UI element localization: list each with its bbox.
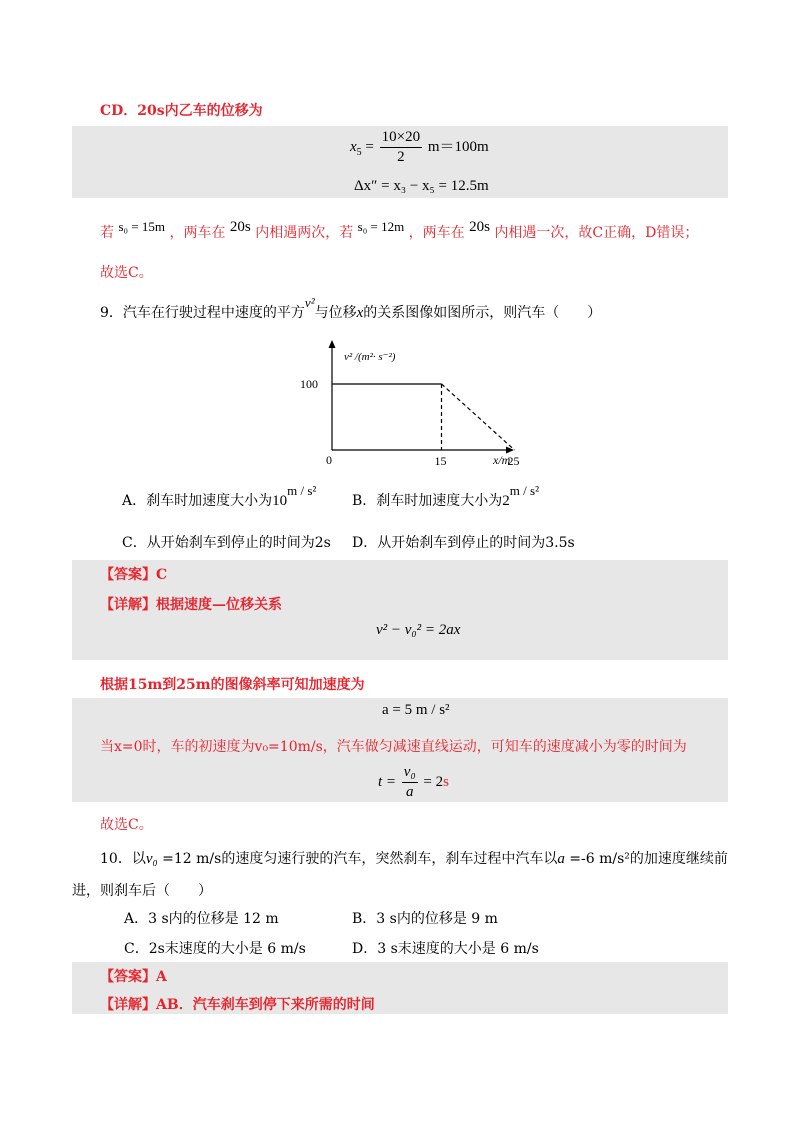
choose-8: 故选C。: [100, 265, 153, 281]
v2-x-chart: [300, 338, 530, 470]
choose-9: 故选C。: [100, 817, 153, 833]
option-10c: C．2s末速度的大小是 6 m/s: [124, 941, 306, 957]
answer-9: 【答案】C: [100, 567, 168, 583]
y-axis-arrow: [329, 340, 336, 348]
cd-heading: CD．20s内乙车的位移为: [100, 103, 263, 119]
option-9a: A．刹车时加速度大小为10m / s²: [122, 483, 317, 509]
origin-label: 0: [326, 453, 332, 467]
x-tick-15: 15: [434, 454, 447, 468]
answer-10: 【答案】A: [100, 969, 167, 985]
y-axis-label: v² /(m²· s⁻²): [344, 351, 396, 363]
equation-delta-x: Δx″ = x₃ − x₅ = 12.5m: [354, 178, 489, 194]
equation-t: t = $\frac{\text{v₀}}{a}$ = 2s: [378, 764, 449, 800]
x-tick-25: 25: [507, 454, 520, 468]
y-tick-100: 100: [300, 377, 318, 391]
option-10b: B．3 s内的位移是 9 m: [352, 911, 498, 927]
question-10-stem: 10．以v₀ =12 m/s的速度匀速行驶的汽车，突然刹车，刹车过程中汽车以a =-6 m/s²的加速度继续前: [100, 851, 728, 867]
question-10-stem-cont: 进，则刹车后（ ）: [72, 883, 212, 899]
question-9-stem: 9．汽车在行驶过程中速度的平方v²与位移x的关系图像如图所示，则汽车（ ）: [100, 295, 602, 321]
option-10a: A．3 s内的位移是 12 m: [124, 911, 279, 927]
option-9d: D．从开始刹车到停止的时间为3.5s: [352, 535, 575, 551]
x-axis-label: x/m: [493, 453, 511, 467]
equation-v2: v² − v₀² = 2ax: [376, 622, 461, 638]
detail-10: 【详解】AB．汽车刹车到停下来所需的时间: [100, 997, 375, 1013]
conclusion-8: 若 s₀ = 15m ，两车在 20s 内相遇两次，若 s₀ = 12m ，两车在 20s 内相遇一次，故C正确，D错误；: [100, 219, 699, 241]
slope-text: 根据15m到25m的图像斜率可知加速度为: [100, 677, 365, 693]
option-9b: B．刹车时加速度大小为2m / s²: [352, 483, 539, 509]
initial-speed-text: 当x=0时，车的初速度为v₀=10m/s，汽车做匀减速直线运动，可知车的速度减小为零的时间为: [100, 739, 687, 755]
equation-a: a = 5 m / s²: [382, 702, 450, 718]
option-10d: D．3 s末速度的大小是 6 m/s: [352, 941, 539, 957]
series-decel-segment: [442, 384, 515, 450]
equation-x5: $x_5$ = $\frac{10\times 20}{2}$ m＝100m: [350, 129, 489, 165]
option-9c: C．从开始刹车到停止的时间为2s: [122, 535, 331, 551]
detail-9: 【详解】根据速度—位移关系: [100, 597, 282, 613]
